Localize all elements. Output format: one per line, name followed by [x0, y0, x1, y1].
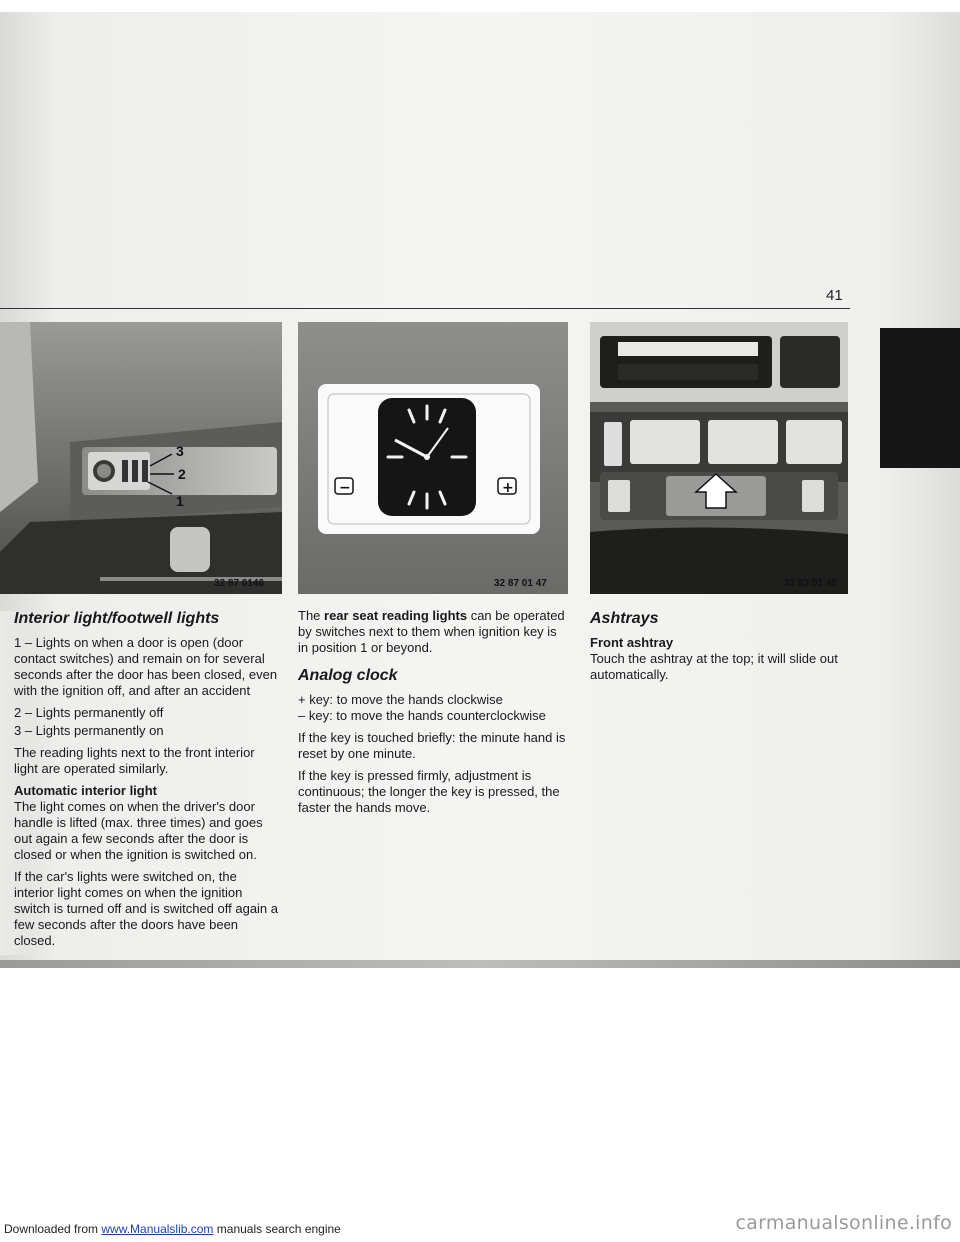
thumb-index-tab [880, 328, 960, 468]
figure-code: 32 87 01 47 [494, 578, 547, 589]
column-interior-light [0, 611, 280, 955]
column-clock [298, 608, 570, 822]
list-item: 2 – Lights permanently off [14, 705, 164, 720]
figure-ashtray [590, 322, 848, 594]
paragraph: Touch the ashtray at the top; it will slide out automatically. [590, 651, 838, 682]
page-number: 41 [826, 287, 843, 304]
header-rule [0, 308, 850, 309]
callout-1: 1 [176, 493, 184, 509]
plus-key-label: + [502, 480, 514, 496]
paragraph: The light comes on when the driver's door handle is lifted (max. three times) and goes out again a few seconds after the door is closed or when the ignition is switched on. [14, 799, 263, 862]
paragraph: If the key is pressed firmly, adjustment is continuous; the longer the key is pressed, the faster the hands move. [298, 768, 560, 815]
paragraph: The reading lights next to the front interior light are operated similarly. [14, 745, 255, 776]
section-heading: Ashtrays [590, 610, 659, 627]
source-link[interactable]: www.Manualslib.com [101, 1222, 214, 1236]
list-item: 3 – Lights permanently on [14, 723, 164, 738]
section-heading: Analog clock [298, 667, 398, 684]
callout-3: 3 [176, 443, 184, 459]
figure-code: 32 87 0146 [214, 578, 265, 589]
paragraph: If the car's lights were switched on, the interior light comes on when the ignition switch is turned off and is switched off again a few seconds after the doors have been closed. [14, 869, 279, 948]
callout-2: 2 [178, 466, 186, 482]
paragraph-intro [298, 608, 570, 656]
bottom-margin [0, 968, 960, 1242]
paragraph: If the key is touched briefly: the minute hand is reset by one minute. [298, 730, 566, 761]
subheading: Automatic interior light [14, 783, 157, 798]
list-item: 1 – Lights on when a door is open (door contact switches) and remain on for several seconds after the door has been closed, even with the ignition off, and after an accident [14, 635, 278, 698]
paragraph: + key: to move the hands clockwise [298, 692, 503, 707]
clock-illustration [298, 322, 568, 594]
source-footer [4, 1222, 341, 1236]
interior-light-illustration [0, 322, 282, 594]
intro-bold: rear seat reading lights [324, 608, 468, 623]
figure-analog-clock [298, 322, 568, 594]
paragraph: – key: to move the hands counterclockwise [298, 708, 546, 723]
page-bottom-edge [0, 960, 960, 968]
figure-code: 32 93 01 48 [784, 578, 837, 589]
ashtray-illustration [590, 322, 848, 594]
source-text: Downloaded from [4, 1222, 102, 1236]
section-heading: Interior light/footwell lights [14, 610, 220, 627]
subheading: Front ashtray [590, 635, 674, 650]
watermark: carmanualsonline.info [735, 1212, 952, 1234]
figure-interior-light [0, 322, 282, 594]
top-margin [0, 0, 960, 12]
column-ashtrays [590, 611, 850, 689]
source-text: manuals search engine [213, 1222, 341, 1236]
minus-key-label: − [339, 480, 351, 496]
intro-text: The [298, 608, 325, 623]
intro-text: can be operated by switches next to them when ignition key is in position 1 or beyond. [298, 608, 565, 655]
